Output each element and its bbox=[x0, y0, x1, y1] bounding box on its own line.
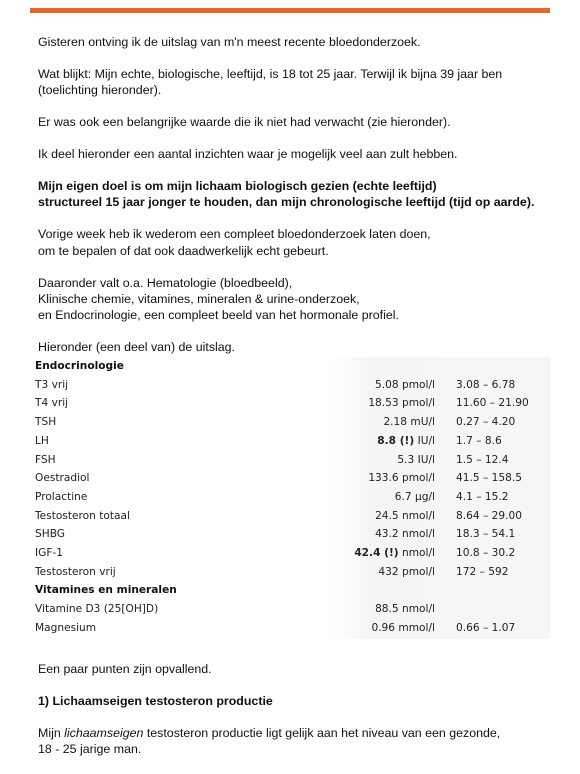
lab-value-unit: µg/l bbox=[411, 490, 435, 503]
lab-test-value bbox=[371, 619, 435, 637]
article-continuation bbox=[38, 661, 538, 773]
lab-test-name: IGF-1 bbox=[35, 547, 63, 559]
lab-value-number: 43.2 bbox=[375, 528, 399, 541]
lab-reference-range: 41.5 – 158.5 bbox=[456, 472, 522, 485]
lab-reference-range: 8.64 – 29.00 bbox=[456, 509, 522, 522]
text-line: om te bepalen of dat ook daadwerkelijk echt gebeurt. bbox=[38, 243, 329, 258]
paragraph bbox=[38, 275, 538, 324]
lab-value-number: 18.53 bbox=[368, 397, 399, 410]
lab-reference-range: 1.7 – 8.6 bbox=[456, 434, 502, 447]
lab-test-name: T4 vrij bbox=[35, 397, 69, 410]
lab-row bbox=[30, 394, 550, 412]
paragraph: Een paar punten zijn opvallend. bbox=[38, 662, 212, 676]
lab-test-name: T3 vrij bbox=[35, 378, 69, 391]
lab-reference-range: 11.60 – 21.90 bbox=[456, 397, 529, 410]
lab-value-unit: nmol/l bbox=[398, 603, 435, 616]
lab-row bbox=[30, 451, 550, 469]
lab-test-name: Testosteron totaal bbox=[35, 509, 130, 522]
lab-value-number: 6.7 bbox=[394, 490, 412, 503]
paragraph: Er was ook een belangrijke waarde die ik niet had verwacht (zie hieronder). bbox=[38, 115, 451, 130]
lab-value-unit: pmol/l bbox=[398, 397, 435, 410]
lab-reference-range: 0.66 – 1.07 bbox=[456, 621, 516, 634]
lab-test-name: LH bbox=[35, 434, 49, 447]
lab-value-unit: IU/l bbox=[414, 453, 435, 466]
lab-value-number: 0.96 bbox=[371, 621, 396, 634]
lab-reference-range: 0.27 – 4.20 bbox=[456, 416, 516, 429]
lab-test-name: Oestradiol bbox=[35, 472, 90, 485]
lab-test-name: Vitamine D3 (25[OH]D) bbox=[35, 603, 159, 616]
lab-row bbox=[30, 507, 550, 525]
paragraph: Wat blijkt: Mijn echte, biologische, leeftijd, is 18 tot 25 jaar. Terwijl ik bijna 39 jaar ben (toelichting hieronder). bbox=[38, 66, 503, 98]
lab-test-value bbox=[375, 507, 435, 525]
article-intro bbox=[38, 34, 538, 371]
lab-value-number: 432 bbox=[378, 565, 399, 578]
paragraph: Ik deel hieronder een aantal inzichten waar je mogelijk veel aan zult hebben. bbox=[38, 147, 458, 162]
lab-reference-range: 18.3 – 54.1 bbox=[456, 528, 516, 541]
lab-test-name: Prolactine bbox=[35, 490, 88, 503]
emphasis: lichaamseigen bbox=[64, 725, 144, 740]
text-span: testosteron productie ligt gelijk aan het niveau van een gezonde, bbox=[143, 725, 501, 740]
text-span: Mijn bbox=[38, 725, 65, 740]
lab-results-table bbox=[30, 357, 550, 639]
lab-test-value bbox=[375, 600, 435, 618]
goal-line-1: Mijn eigen doel is om mijn lichaam biologisch gezien (echte leeftijd) bbox=[38, 179, 437, 194]
lab-test-name: SHBG bbox=[35, 528, 65, 541]
lab-reference-range: 10.8 – 30.2 bbox=[456, 547, 516, 559]
lab-value-number: 133.6 bbox=[368, 472, 399, 485]
paragraph bbox=[38, 725, 538, 758]
lab-row bbox=[30, 563, 550, 581]
lab-reference-range: 4.1 – 15.2 bbox=[456, 490, 509, 503]
lab-test-name: TSH bbox=[35, 416, 57, 429]
text-line: Klinische chemie, vitamines, mineralen & urine-onderzoek, bbox=[38, 292, 360, 307]
lab-test-name: Magnesium bbox=[35, 621, 97, 634]
lab-value-number: 88.5 bbox=[375, 603, 399, 616]
lab-row bbox=[30, 432, 550, 450]
lab-value-number: 24.5 bbox=[375, 509, 399, 522]
lab-value-unit: nmol/l bbox=[398, 509, 435, 522]
lab-row bbox=[30, 413, 550, 431]
text-line: Vorige week heb ik wederom een compleet bloedonderzoek laten doen, bbox=[38, 227, 431, 242]
lab-value-unit: mmol/l bbox=[395, 621, 435, 634]
lab-row bbox=[30, 619, 550, 637]
text-line: Daaronder valt o.a. Hematologie (bloedbeeld), bbox=[38, 275, 293, 290]
paragraph: Hieronder (een deel van) de uitslag. bbox=[38, 340, 235, 355]
accent-bar bbox=[30, 8, 550, 13]
lab-test-value bbox=[378, 563, 435, 581]
lab-value-unit: pmol/l bbox=[398, 378, 435, 391]
lab-row bbox=[30, 376, 550, 394]
lab-test-value bbox=[368, 394, 435, 412]
goal-line-2: structureel 15 jaar jonger te houden, dan mijn chronologische leeftijd (tijd op aarde). bbox=[38, 195, 535, 210]
lab-value-number: 5.3 bbox=[397, 453, 415, 466]
paragraph bbox=[38, 226, 538, 259]
lab-row bbox=[30, 469, 550, 487]
lab-test-value bbox=[383, 413, 435, 431]
lab-test-value bbox=[354, 544, 435, 562]
lab-row bbox=[30, 544, 550, 562]
lab-row bbox=[30, 525, 550, 543]
text-line: 18 - 25 jarige man. bbox=[38, 742, 142, 757]
paragraph: Gisteren ontving ik de uitslag van m'n meest recente bloedonderzoek. bbox=[38, 35, 421, 49]
lab-value-unit: mU/l bbox=[407, 416, 435, 429]
lab-test-value bbox=[395, 488, 435, 506]
lab-test-name: FSH bbox=[35, 453, 56, 466]
lab-test-value bbox=[375, 376, 435, 394]
lab-section-heading: Vitamines en mineralen bbox=[35, 584, 177, 597]
goal-statement bbox=[38, 178, 538, 211]
lab-value-unit: nmol/l bbox=[398, 547, 435, 559]
lab-row bbox=[30, 600, 550, 618]
lab-value-unit: pmol/l bbox=[398, 565, 435, 578]
text-line: en Endocrinologie, een compleet beeld van het hormonale profiel. bbox=[38, 308, 399, 323]
lab-reference-range: 3.08 – 6.78 bbox=[456, 378, 516, 391]
lab-value-number: 42.4 (!) bbox=[354, 547, 399, 559]
lab-reference-range: 172 – 592 bbox=[456, 565, 509, 578]
lab-test-name: Testosteron vrij bbox=[35, 565, 116, 578]
lab-value-unit: nmol/l bbox=[398, 528, 435, 541]
lab-row bbox=[30, 488, 550, 506]
lab-test-value bbox=[377, 432, 435, 450]
lab-value-number: 8.8 (!) bbox=[377, 434, 415, 447]
lab-test-value bbox=[397, 451, 435, 469]
lab-reference-range: 1.5 – 12.4 bbox=[456, 453, 509, 466]
lab-section-heading: Endocrinologie bbox=[35, 360, 124, 372]
lab-test-value bbox=[375, 525, 435, 543]
lab-test-value bbox=[368, 469, 435, 487]
lab-value-number: 2.18 bbox=[383, 416, 408, 429]
lab-value-number: 5.08 bbox=[375, 378, 399, 391]
section-heading: 1) Lichaamseigen testosteron productie bbox=[38, 693, 273, 708]
lab-value-unit: IU/l bbox=[414, 434, 435, 447]
lab-value-unit: pmol/l bbox=[398, 472, 435, 485]
